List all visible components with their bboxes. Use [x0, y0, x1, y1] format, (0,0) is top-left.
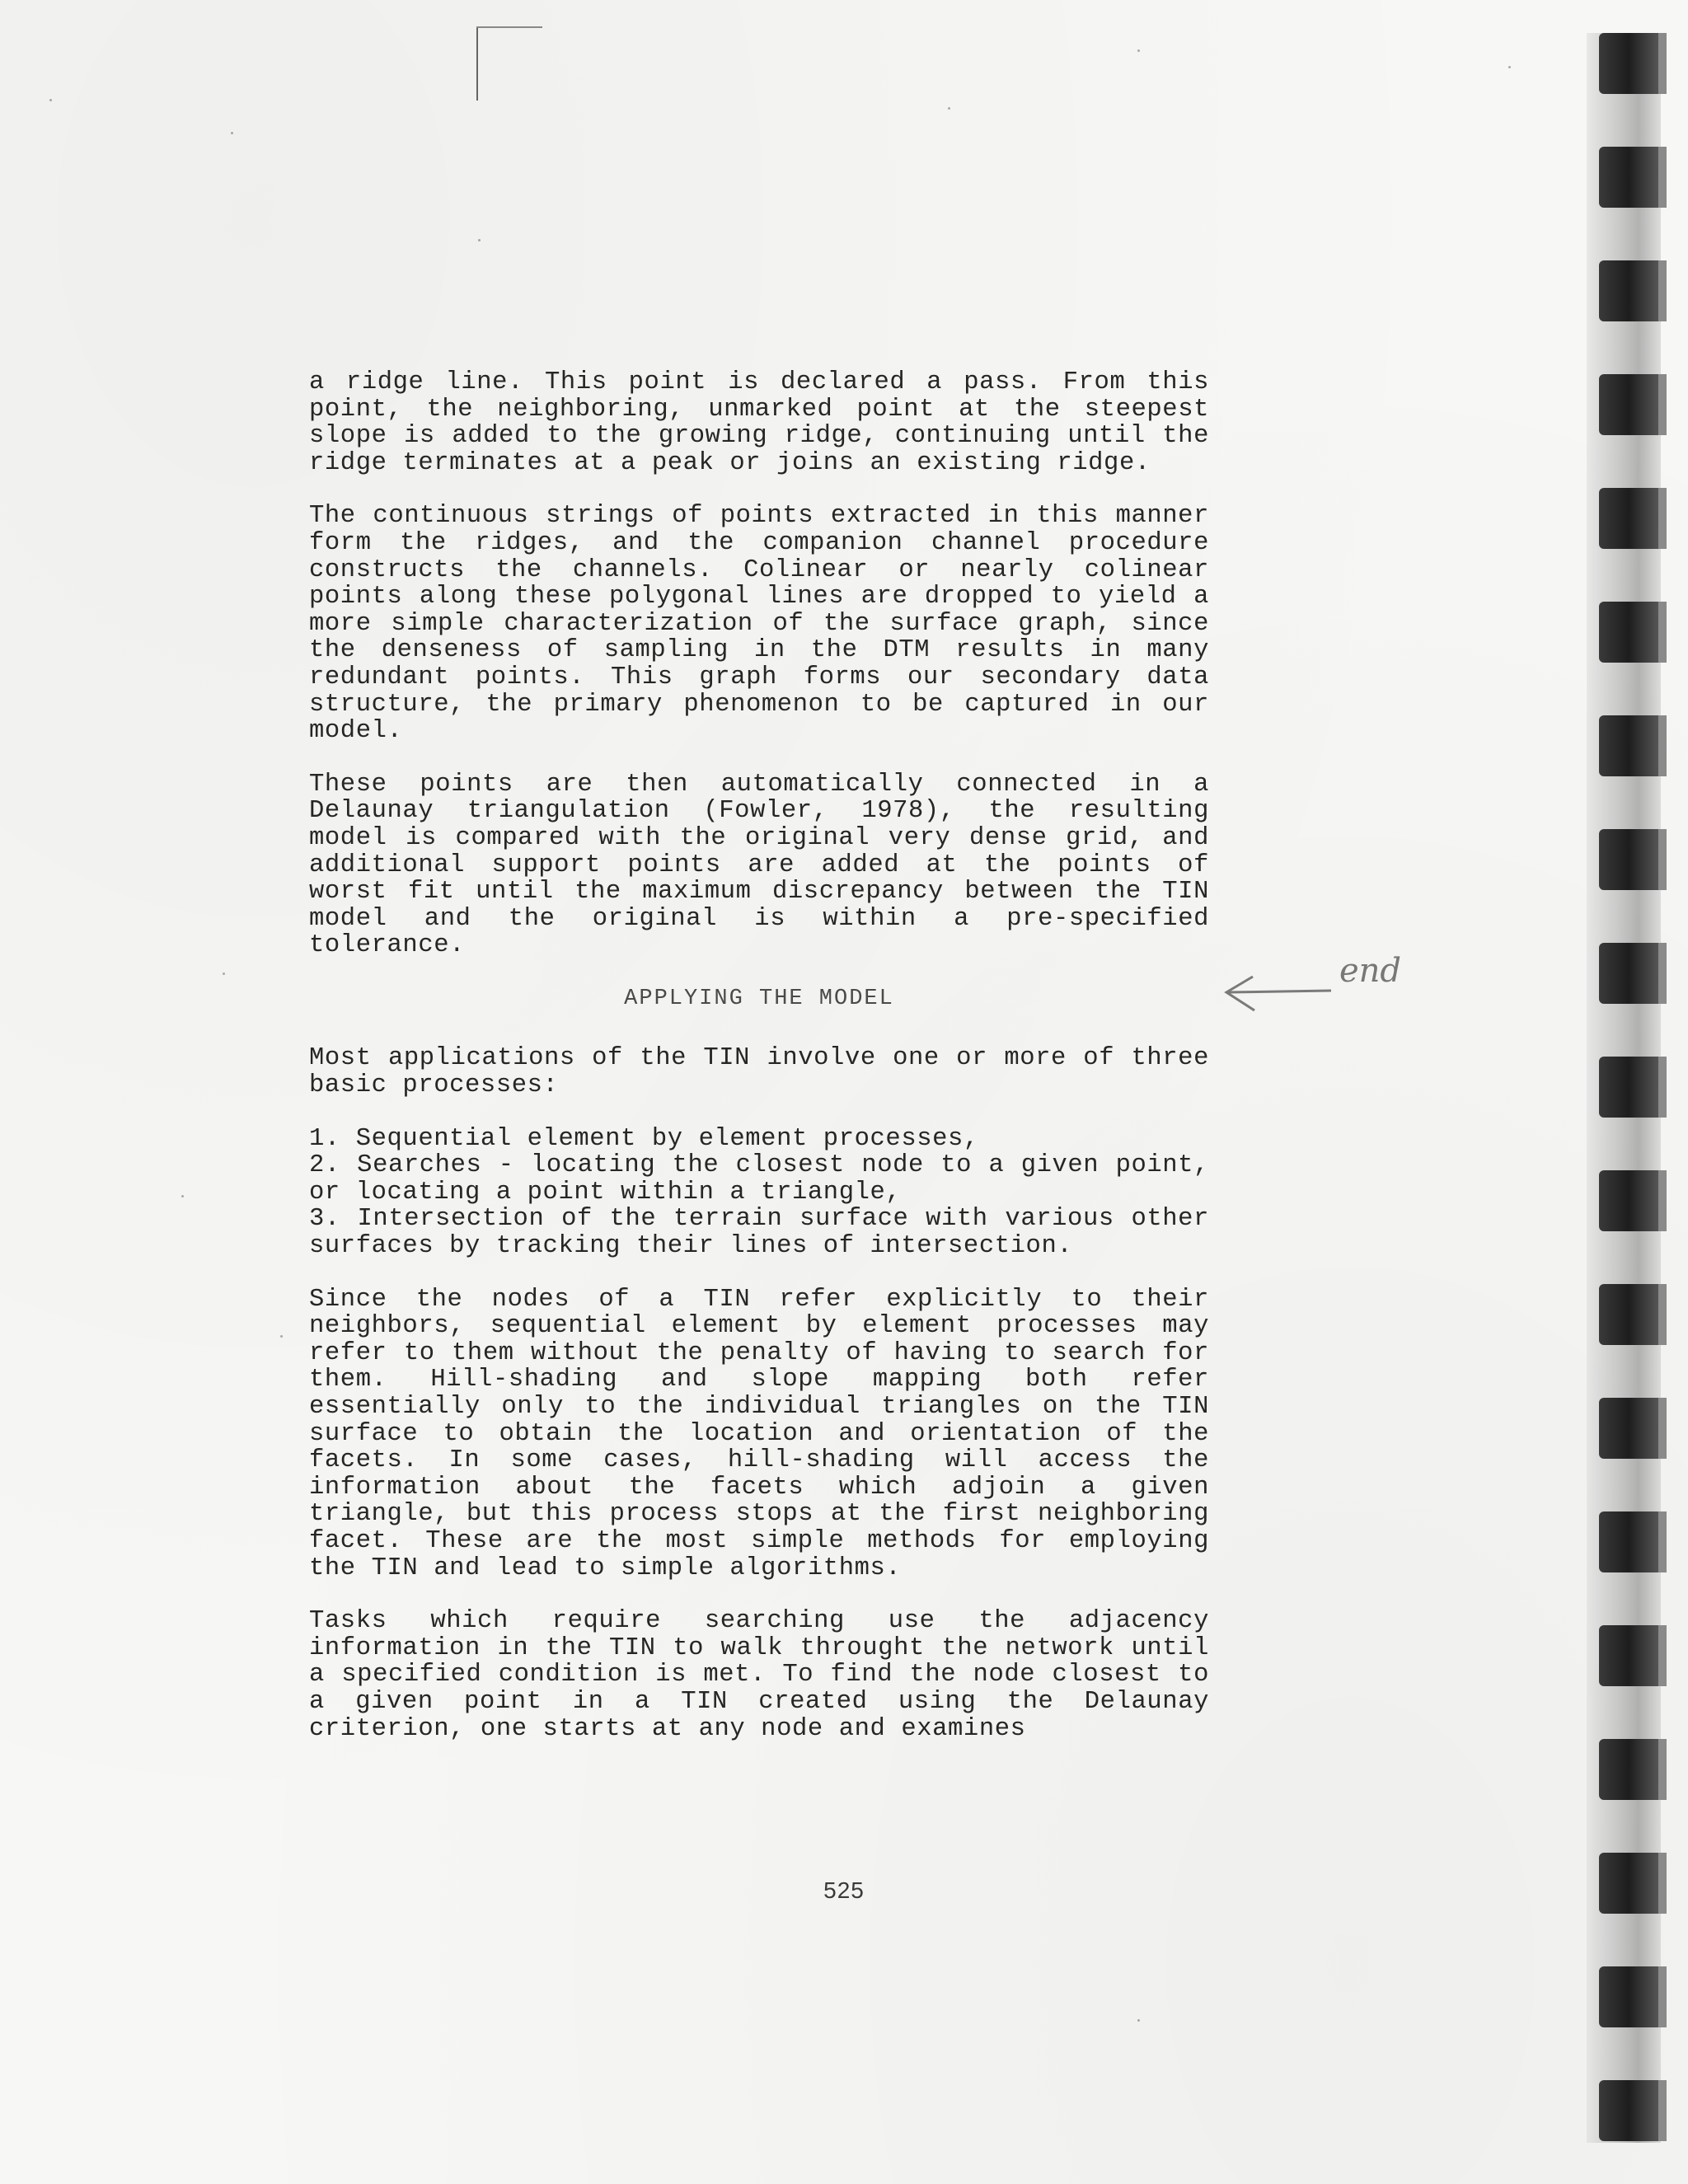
speck: [280, 1335, 283, 1338]
speck: [49, 99, 52, 101]
binding-ring: [1599, 1739, 1658, 1800]
process-list: [309, 1126, 1209, 1260]
body-text: [309, 369, 1209, 1769]
list-item: 1. Sequential element by element processes,: [309, 1124, 979, 1153]
paragraph-5: Since the nodes of a TIN refer explicitly to their neighbors, sequential element by element processes may refer to them without the penalty of having to search for them. Hill-shading and slope mapping both refer essentially only to the individual triangles on the TIN surface to obtain the location and orientation of the facets. In some cases, hill-shading will access the information about the facets which adjoin a given triangle, but this process stops at the first neighboring facet. These are the most simple methods for employing the TIN and lead to simple algorithms.: [309, 1285, 1209, 1582]
speck: [231, 132, 233, 134]
binding-ring: [1599, 829, 1658, 890]
section-heading: APPLYING THE MODEL: [624, 986, 894, 1011]
binding-ring: [1599, 1511, 1658, 1572]
paragraph-3: These points are then automatically connected in a Delaunay triangulation (Fowler, 1978), the resulting model is compared with the original very dense grid, and additional support points are added at the points of worst fit until the maximum discrepancy between the TIN model and the original is within a pre-specified tolerance.: [309, 770, 1209, 960]
binding-ring: [1599, 488, 1658, 549]
speck: [1508, 66, 1511, 68]
handwritten-annotation: end: [1339, 952, 1402, 990]
binding-ring: [1599, 1284, 1658, 1345]
handwritten-arrow-icon: [1220, 956, 1451, 1022]
list-item: 2. Searches - locating the closest node to a given point, or locating a point within a triangle,: [309, 1151, 1209, 1207]
binding-ring: [1599, 147, 1658, 208]
binding-ring: [1599, 602, 1658, 663]
binding-ring: [1599, 943, 1658, 1004]
paragraph-4: Most applications of the TIN involve one or more of three basic processes:: [309, 1044, 1209, 1100]
binding-ring: [1599, 1057, 1658, 1118]
paragraph-6: Tasks which require searching use the adjacency information in the TIN to walk throught the network until a specified condition is met. To find the node closest to a given point in a TIN created using the Delaunay criterion, one starts at any node and examines: [309, 1607, 1209, 1743]
binding-ring: [1599, 33, 1658, 94]
paragraph-1: a ridge line. This point is declared a pass. From this point, the neighboring, unmarked point at the steepest slope is added to the growing ridge, continuing until the ridge terminates at a peak or joins an existing ridge.: [309, 368, 1209, 477]
speck: [223, 972, 225, 975]
binding-ring: [1599, 715, 1658, 776]
scan-mark-horizontal: [476, 26, 542, 28]
binding-ring: [1599, 1625, 1658, 1686]
page-number: 525: [823, 1877, 865, 1903]
binding-ring: [1599, 1966, 1658, 2027]
binding-ring: [1599, 260, 1658, 321]
speck: [181, 1195, 184, 1197]
binding-ring: [1599, 2080, 1658, 2141]
binding-ring: [1599, 1398, 1658, 1459]
list-item: 3. Intersection of the terrain surface with various other surfaces by tracking their lines of intersection.: [309, 1205, 1209, 1261]
speck: [1137, 49, 1140, 52]
speck: [1137, 2019, 1140, 2022]
binding-ring: [1599, 374, 1658, 435]
paragraph-2: The continuous strings of points extracted in this manner form the ridges, and the companion channel procedure constructs the channels. Colinear or nearly colinear points along these polygonal lines are dropped to yield a more simple characterization of the surface graph, since the denseness of sampling in the DTM results in many redundant points. This graph forms our secondary data structure, the primary phenomenon to be captured in our model.: [309, 502, 1209, 746]
speck: [478, 239, 481, 241]
binding-ring: [1599, 1170, 1658, 1231]
speck: [948, 107, 950, 110]
scan-mark-vertical: [476, 26, 478, 101]
